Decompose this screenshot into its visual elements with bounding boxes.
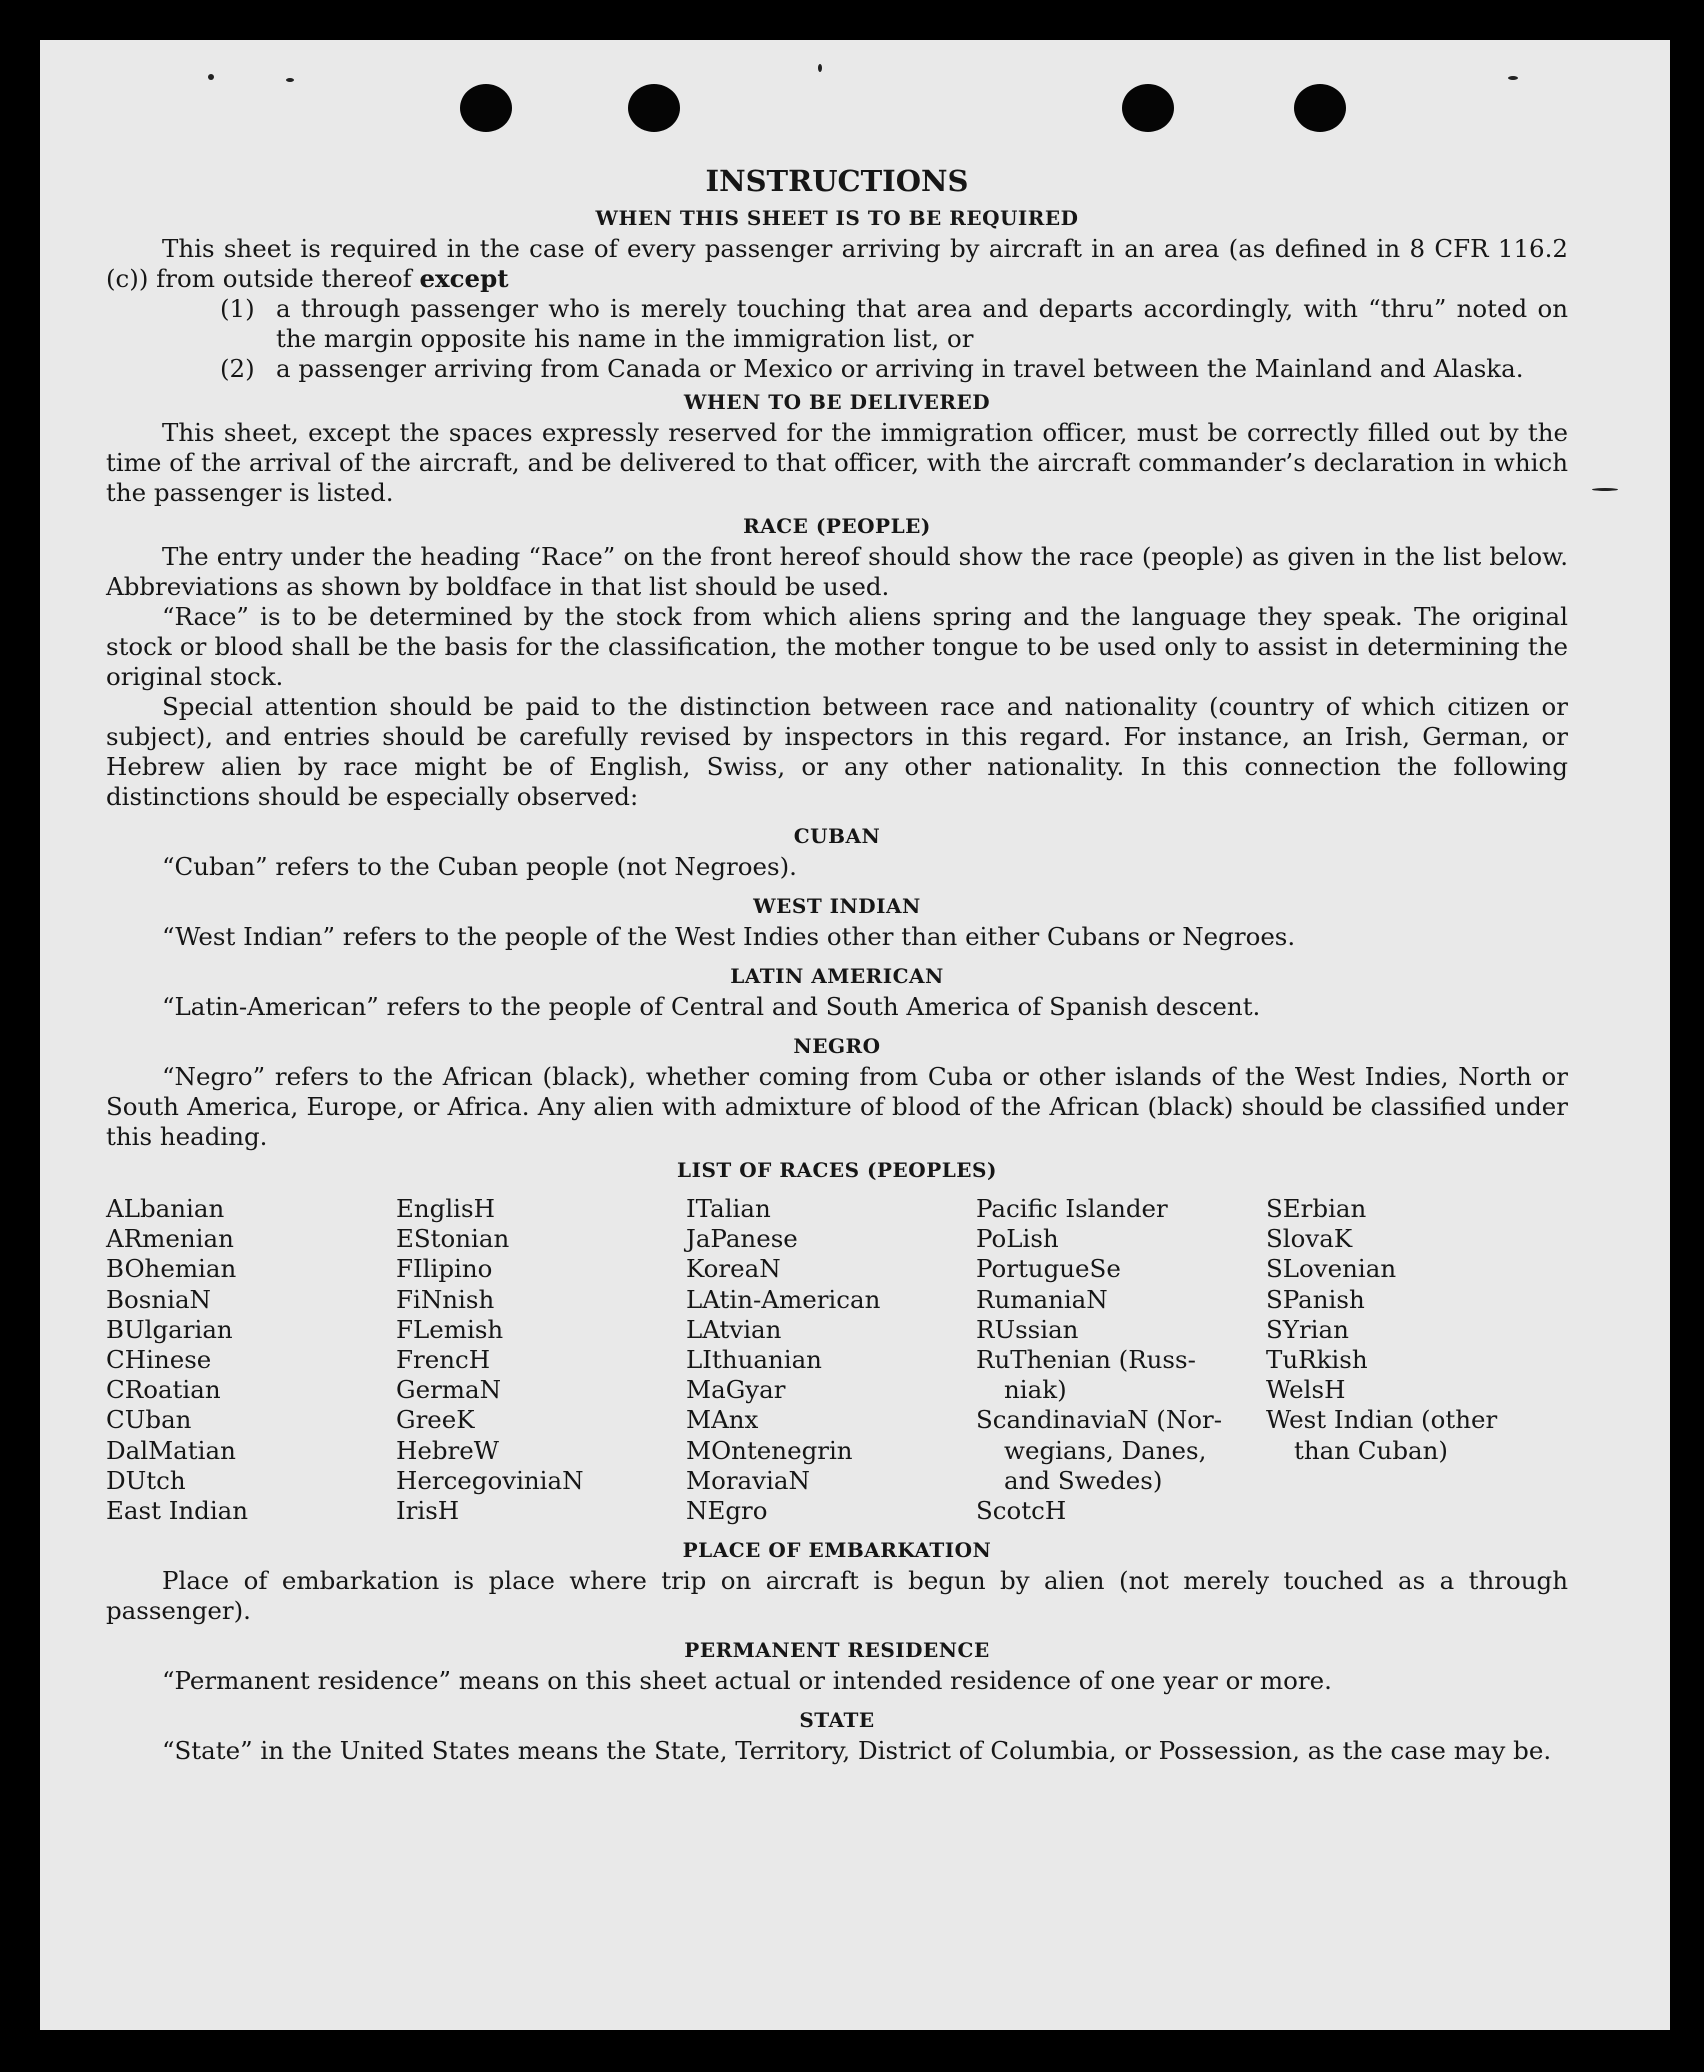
race-entry: LAtvian <box>686 1314 782 1344</box>
race-entry: MAnx <box>686 1405 759 1435</box>
delivered-text: This sheet, except the spaces expressly reserved for the immigration officer, must be correctly filled out by the time of the arrival of the aircraft, and be delivered to that officer, with the aircraft commander’s declaration in which the passenger is listed. <box>106 418 1568 507</box>
race-entry: FIlipino <box>396 1254 493 1284</box>
required-intro-text: This sheet is required in the case of every passenger arriving by aircraft in an area (as defined in 8 CFR 116.2 (c)) from outside thereof <box>106 234 1568 293</box>
speck <box>208 74 214 80</box>
race-entry: GreeK <box>396 1405 475 1435</box>
race-entry-continued: and Swedes) <box>1004 1465 1163 1495</box>
required-item <box>220 294 1568 354</box>
race-entry: CHinese <box>106 1345 212 1375</box>
heading-embarkation: PLACE OF EMBARKATION <box>682 1538 992 1563</box>
cuban-text: “Cuban” refers to the Cuban people (not Negroes). <box>162 852 797 881</box>
heading-west-indian: WEST INDIAN <box>753 894 921 918</box>
heading-negro: NEGRO <box>793 1034 881 1058</box>
page-title: INSTRUCTIONS <box>705 164 969 198</box>
race-entry: ScandinaviaN (Nor- <box>976 1405 1223 1435</box>
race-entry: Pacific Islander <box>976 1194 1168 1223</box>
heading-permanent-residence: PERMANENT RESIDENCE <box>684 1638 990 1663</box>
race-entry: DalMatian <box>106 1435 236 1465</box>
race-entry: PortugueSe <box>976 1254 1121 1284</box>
race-entry: ARmenian <box>106 1224 234 1254</box>
race-entry: PoLish <box>976 1224 1059 1254</box>
race-paragraph-1: The entry under the heading “Race” on the front hereof should show the race (people) as given in the list below. Abbreviations as shown by boldface in that list should be used. <box>106 542 1568 601</box>
race-entry: BUlgarian <box>106 1314 233 1344</box>
race-entry: NEgro <box>686 1496 768 1526</box>
races-column-1 <box>106 1194 396 1526</box>
race-entry: CRoatian <box>106 1375 221 1405</box>
race-entry: DUtch <box>106 1465 186 1495</box>
state-text: “State” in the United States means the State, Territory, District of Columbia, or Possession, as the case may be. <box>162 1736 1552 1766</box>
heading-list-of-races: LIST OF RACES (PEOPLES) <box>677 1158 997 1182</box>
item-number: (1) <box>220 294 255 323</box>
race-entry: TuRkish <box>1266 1345 1368 1375</box>
race-entry: EnglisH <box>396 1194 495 1223</box>
instructions-content <box>106 162 1568 1766</box>
item-text: a through passenger who is merely touching that area and departs accordingly, with “thru” noted on the margin opposite his name in the immigration list, or <box>276 294 1568 353</box>
race-entry: RuThenian (Russ- <box>976 1345 1196 1375</box>
races-column-5 <box>1266 1194 1556 1526</box>
race-paragraph-2: “Race” is to be determined by the stock from which aliens spring and the language they speak. The original stock or blood shall be the basis for the classification, the mother tongue to be used only to assist in determining the original stock. <box>106 602 1568 691</box>
race-entry: SlovaK <box>1266 1224 1353 1254</box>
races-list <box>106 1194 1568 1526</box>
race-paragraph-3: Special attention should be paid to the distinction between race and nationality (country of which citizen or subject), and entries should be carefully revised by inspectors in this regard. For instance, an Irish, German, or Hebrew alien by race might be of English, Swiss, or any other nationality. In this connection the following distinctions should be especially observed: <box>106 692 1568 811</box>
race-entry: FrencH <box>396 1345 491 1375</box>
race-entry: East Indian <box>106 1496 249 1526</box>
race-entry: GermaN <box>396 1375 502 1405</box>
race-entry: SLovenian <box>1266 1254 1397 1284</box>
race-entry: SYrian <box>1266 1314 1349 1344</box>
race-entry: MaGyar <box>686 1375 786 1405</box>
race-entry: CUban <box>106 1405 192 1435</box>
race-entry: WelsH <box>1266 1375 1346 1405</box>
race-entry: HercegoviniaN <box>396 1465 584 1495</box>
speck <box>818 64 822 72</box>
races-column-4 <box>976 1194 1266 1526</box>
race-entry: SPanish <box>1266 1284 1365 1314</box>
punch-hole <box>1122 84 1174 132</box>
race-entry: MOntenegrin <box>686 1435 853 1465</box>
race-entry: FLemish <box>396 1314 504 1344</box>
required-except: except <box>419 264 509 293</box>
race-entry-continued: niak) <box>1004 1375 1067 1405</box>
speck <box>286 78 294 82</box>
punch-hole <box>628 84 680 132</box>
races-column-3 <box>686 1194 976 1526</box>
heading-race: RACE (PEOPLE) <box>743 514 931 538</box>
west-indian-text: “West Indian” refers to the people of the West Indies other than either Cubans or Negroes. <box>162 922 1296 951</box>
punch-hole <box>460 84 512 132</box>
race-entry: SErbian <box>1266 1194 1367 1223</box>
race-entry: BOhemian <box>106 1254 237 1284</box>
race-entry: RUssian <box>976 1314 1079 1344</box>
required-item <box>220 354 1568 384</box>
race-entry: EStonian <box>396 1224 510 1254</box>
race-entry: ITalian <box>686 1194 771 1223</box>
latin-american-text: “Latin-American” refers to the people of Central and South America of Spanish descent. <box>162 992 1261 1021</box>
race-entry: MoraviaN <box>686 1465 810 1495</box>
race-entry: ScotcH <box>976 1496 1067 1526</box>
embarkation-text: Place of embarkation is place where trip on aircraft is begun by alien (not merely touched as a through passenger). <box>106 1566 1568 1626</box>
heading-delivered: WHEN TO BE DELIVERED <box>683 390 991 414</box>
race-entry: BosniaN <box>106 1284 211 1314</box>
race-entry: ALbanian <box>106 1194 225 1223</box>
race-entry-continued: wegians, Danes, <box>1004 1435 1207 1465</box>
race-entry: LAtin-American <box>686 1284 881 1314</box>
race-entry: FiNnish <box>396 1284 495 1314</box>
race-entry: RumaniaN <box>976 1284 1108 1314</box>
item-number: (2) <box>220 354 255 383</box>
item-text: a passenger arriving from Canada or Mexico or arriving in travel between the Mainland and Alaska. <box>276 354 1524 383</box>
race-entry: LIthuanian <box>686 1345 822 1375</box>
heading-required: WHEN THIS SHEET IS TO BE REQUIRED <box>595 206 1079 230</box>
race-entry: IrisH <box>396 1496 460 1526</box>
negro-text: “Negro” refers to the African (black), whether coming from Cuba or other islands of the West Indies, North or South America, Europe, or Africa. Any alien with admixture of blood of the African (black) should be classified under this heading. <box>106 1062 1568 1151</box>
race-entry: KoreaN <box>686 1254 781 1284</box>
heading-state: STATE <box>799 1708 875 1733</box>
speck <box>1508 76 1518 80</box>
race-entry-continued: than Cuban) <box>1294 1435 1448 1465</box>
residence-text: “Permanent residence” means on this sheet actual or intended residence of one year or more. <box>162 1666 1332 1696</box>
race-entry: HebreW <box>396 1435 499 1465</box>
race-entry: JaPanese <box>686 1224 798 1254</box>
races-column-2 <box>396 1194 686 1526</box>
heading-latin-american: LATIN AMERICAN <box>730 964 944 988</box>
speck <box>1592 488 1618 491</box>
heading-cuban: CUBAN <box>793 824 881 848</box>
required-intro <box>106 234 1568 294</box>
document-sheet <box>40 40 1670 2030</box>
punch-hole <box>1294 84 1346 132</box>
race-entry: West Indian (other <box>1266 1405 1498 1435</box>
